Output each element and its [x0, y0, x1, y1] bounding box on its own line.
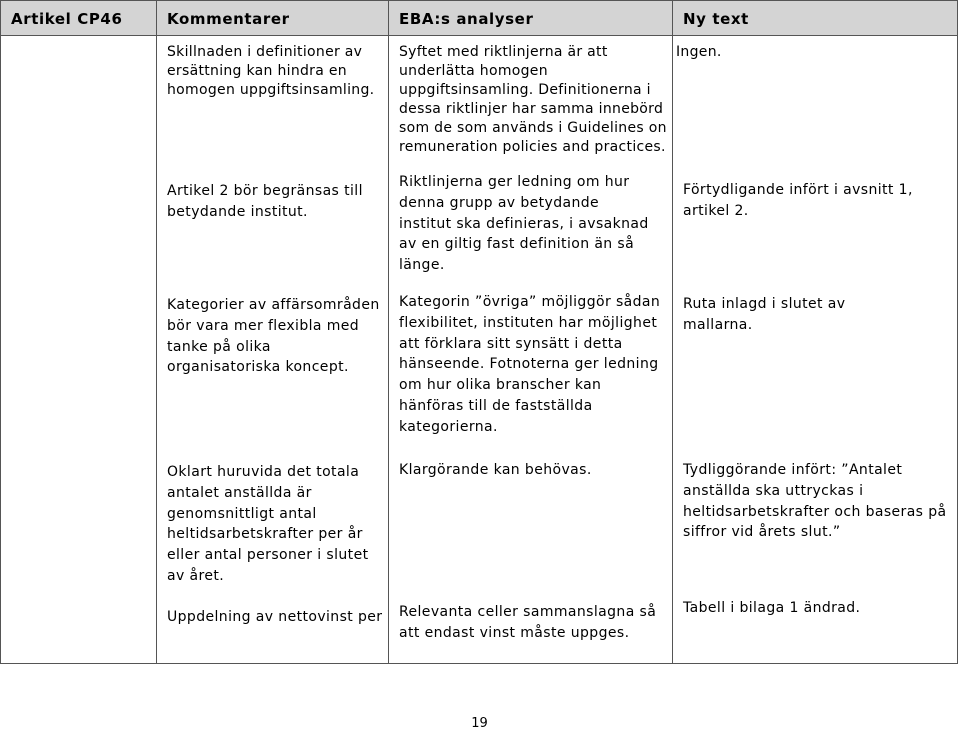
row2-comment: Artikel 2 bör begränsas till betydande institut.: [167, 183, 363, 220]
row3-analysis: Kategorin ”övriga” möjliggör sådan flexibilitet, instituten har möjlighet att förklara sitt synsätt i detta hänseende. Fotnoterna ger ledning om hur olika branscher kan hänföras till de fastställda kategorierna.: [399, 294, 661, 435]
column-divider: [388, 1, 389, 663]
row2-new-text: Förtydligande infört i avsnitt 1, artikel 2.: [683, 182, 913, 219]
row5-new-text: Tabell i bilaga 1 ändrad.: [683, 600, 861, 616]
row4-comment: Oklart huruvida det totala antalet anställda är genomsnittligt antal heltidsarbetskrafter per år eller antal personer i slutet av året.: [167, 464, 369, 584]
header-comments: Kommentarer: [167, 10, 290, 28]
column-divider: [156, 1, 157, 663]
table-header: [1, 1, 957, 36]
header-article: Artikel CP46: [11, 10, 123, 28]
page-number: 19: [471, 716, 488, 731]
column-divider: [672, 1, 673, 663]
row2-analysis: Riktlinjerna ger ledning om hur denna grupp av betydande institut ska definieras, i avsaknad av en giltig fast definition än så länge.: [399, 174, 649, 274]
row3-comment: Kategorier av affärsområden bör vara mer flexibla med tanke på olika organisatoriska koncept.: [167, 297, 380, 376]
row1-analysis: Syftet med riktlinjerna är att underlätta homogen uppgiftsinsamling. Definitionerna i dessa riktlinjer har samma innebörd som de som används i Guidelines on remuneration policies and practices.: [399, 44, 667, 155]
row1-comment: Skillnaden i definitioner av ersättning kan hindra en homogen uppgiftsinsamling.: [167, 44, 375, 98]
header-eba-analysis: EBA:s analyser: [399, 10, 534, 28]
row4-new-text: Tydliggörande infört: ”Antalet anställda ska uttryckas i heltidsarbetskrafter och baseras på siffror vid årets slut.”: [683, 462, 947, 541]
row4-analysis: Klargörande kan behövas.: [399, 462, 592, 478]
header-new-text: Ny text: [683, 10, 749, 28]
row5-analysis: Relevanta celler sammanslagna så att endast vinst måste uppges.: [399, 604, 657, 641]
row5-comment: Uppdelning av nettovinst per: [167, 609, 383, 625]
row3-new-text: Ruta inlagd i slutet av mallarna.: [683, 296, 846, 333]
row1-new-text: Ingen.: [676, 44, 722, 60]
